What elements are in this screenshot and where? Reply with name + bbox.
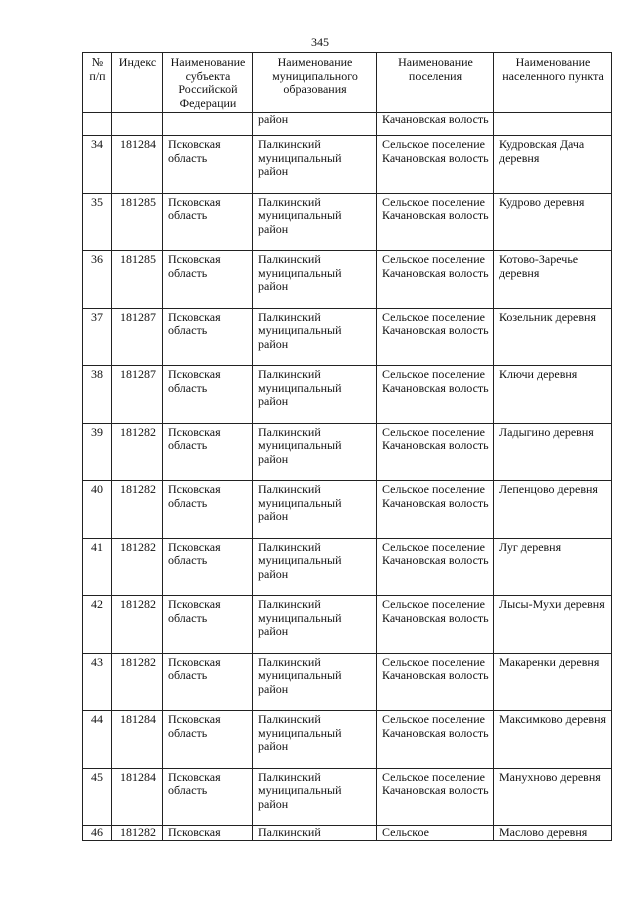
- cell-index: 181284: [112, 768, 163, 826]
- cell-settlement: Сельское поселение Качановская волость: [377, 423, 494, 481]
- table-row: [83, 538, 612, 596]
- cell-municipality: Палкинский муниципальный район: [253, 136, 377, 194]
- table-row: [83, 596, 612, 654]
- cell-index: 181287: [112, 366, 163, 424]
- cell-locality: Манухново деревня: [494, 768, 612, 826]
- cell-index: 181285: [112, 193, 163, 251]
- cell-municipality: Палкинский муниципальный район: [253, 538, 377, 596]
- cell-num: 43: [83, 653, 112, 711]
- cell-num: 40: [83, 481, 112, 539]
- cell-num: 42: [83, 596, 112, 654]
- cell-municipality: Палкинский муниципальный район: [253, 308, 377, 366]
- locality-registry-table: [82, 52, 612, 841]
- table-row: [83, 251, 612, 309]
- cell-num: 34: [83, 136, 112, 194]
- cell-locality: [494, 113, 612, 136]
- cell-subject: Псковская область: [163, 193, 253, 251]
- cell-locality: Макаренки деревня: [494, 653, 612, 711]
- table-row: [83, 481, 612, 539]
- header-locality: Наименование населенного пункта: [494, 53, 612, 113]
- cell-settlement: Сельское поселение Качановская волость: [377, 653, 494, 711]
- table-row: [83, 193, 612, 251]
- cell-settlement: Сельское поселение Качановская волость: [377, 193, 494, 251]
- table-row: [83, 826, 612, 841]
- table-row: [83, 653, 612, 711]
- cell-subject: Псковская область: [163, 538, 253, 596]
- cell-municipality: Палкинский муниципальный район: [253, 251, 377, 309]
- cell-subject: Псковская область: [163, 251, 253, 309]
- cell-num: 41: [83, 538, 112, 596]
- cell-num: [83, 113, 112, 136]
- cell-municipality: Палкинский муниципальный район: [253, 596, 377, 654]
- cell-municipality: Палкинский муниципальный район: [253, 423, 377, 481]
- cell-settlement: Сельское поселение Качановская волость: [377, 711, 494, 769]
- cell-municipality: Палкинский муниципальный район: [253, 711, 377, 769]
- cell-subject: Псковская: [163, 826, 253, 841]
- cell-num: 38: [83, 366, 112, 424]
- cell-locality: Ладыгино деревня: [494, 423, 612, 481]
- cell-locality: Лепенцово деревня: [494, 481, 612, 539]
- cell-num: 36: [83, 251, 112, 309]
- cell-settlement: Сельское поселение Качановская волость: [377, 538, 494, 596]
- cell-index: [112, 113, 163, 136]
- cell-subject: Псковская область: [163, 653, 253, 711]
- table-header-row: [83, 53, 612, 113]
- cell-locality: Котово-Заречье деревня: [494, 251, 612, 309]
- header-num: № п/п: [83, 53, 112, 113]
- header-settlement: Наименование поселения: [377, 53, 494, 113]
- cell-settlement: Сельское: [377, 826, 494, 841]
- cell-municipality: Палкинский муниципальный район: [253, 768, 377, 826]
- table-row: [83, 308, 612, 366]
- cell-settlement: Качановская волость: [377, 113, 494, 136]
- table-row: [83, 423, 612, 481]
- header-index: Индекс: [112, 53, 163, 113]
- cell-subject: Псковская область: [163, 711, 253, 769]
- cell-settlement: Сельское поселение Качановская волость: [377, 596, 494, 654]
- cell-subject: Псковская область: [163, 596, 253, 654]
- table-row: [83, 768, 612, 826]
- header-municipality: Наименование муниципального образования: [253, 53, 377, 113]
- cell-subject: [163, 113, 253, 136]
- cell-locality: Ключи деревня: [494, 366, 612, 424]
- cell-index: 181282: [112, 596, 163, 654]
- cell-locality: Максимково деревня: [494, 711, 612, 769]
- cell-settlement: Сельское поселение Качановская волость: [377, 768, 494, 826]
- cell-municipality: район: [253, 113, 377, 136]
- cell-settlement: Сельское поселение Качановская волость: [377, 136, 494, 194]
- cell-subject: Псковская область: [163, 423, 253, 481]
- cell-subject: Псковская область: [163, 366, 253, 424]
- cell-locality: Кудровская Дача деревня: [494, 136, 612, 194]
- cell-index: 181282: [112, 826, 163, 841]
- cell-index: 181284: [112, 711, 163, 769]
- cell-index: 181287: [112, 308, 163, 366]
- cell-municipality: Палкинский муниципальный район: [253, 653, 377, 711]
- continuation-row: [83, 113, 612, 136]
- cell-municipality: Палкинский: [253, 826, 377, 841]
- cell-index: 181285: [112, 251, 163, 309]
- cell-settlement: Сельское поселение Качановская волость: [377, 251, 494, 309]
- table-row: [83, 136, 612, 194]
- cell-locality: Луг деревня: [494, 538, 612, 596]
- cell-locality: Козельник деревня: [494, 308, 612, 366]
- cell-settlement: Сельское поселение Качановская волость: [377, 481, 494, 539]
- cell-index: 181282: [112, 481, 163, 539]
- cell-locality: Кудрово деревня: [494, 193, 612, 251]
- cell-subject: Псковская область: [163, 308, 253, 366]
- cell-locality: Маслово деревня: [494, 826, 612, 841]
- cell-num: 39: [83, 423, 112, 481]
- cell-settlement: Сельское поселение Качановская волость: [377, 308, 494, 366]
- cell-settlement: Сельское поселение Качановская волость: [377, 366, 494, 424]
- cell-index: 181282: [112, 423, 163, 481]
- cell-num: 37: [83, 308, 112, 366]
- cell-subject: Псковская область: [163, 481, 253, 539]
- cell-locality: Лысы-Мухи деревня: [494, 596, 612, 654]
- cell-num: 45: [83, 768, 112, 826]
- cell-index: 181284: [112, 136, 163, 194]
- cell-index: 181282: [112, 653, 163, 711]
- cell-subject: Псковская область: [163, 768, 253, 826]
- cell-index: 181282: [112, 538, 163, 596]
- table-row: [83, 366, 612, 424]
- cell-subject: Псковская область: [163, 136, 253, 194]
- cell-num: 44: [83, 711, 112, 769]
- cell-municipality: Палкинский муниципальный район: [253, 193, 377, 251]
- cell-num: 35: [83, 193, 112, 251]
- header-subject: Наименование субъекта Российской Федерации: [163, 53, 253, 113]
- page-number: 345: [311, 35, 329, 49]
- cell-num: 46: [83, 826, 112, 841]
- cell-municipality: Палкинский муниципальный район: [253, 481, 377, 539]
- table-row: [83, 711, 612, 769]
- cell-municipality: Палкинский муниципальный район: [253, 366, 377, 424]
